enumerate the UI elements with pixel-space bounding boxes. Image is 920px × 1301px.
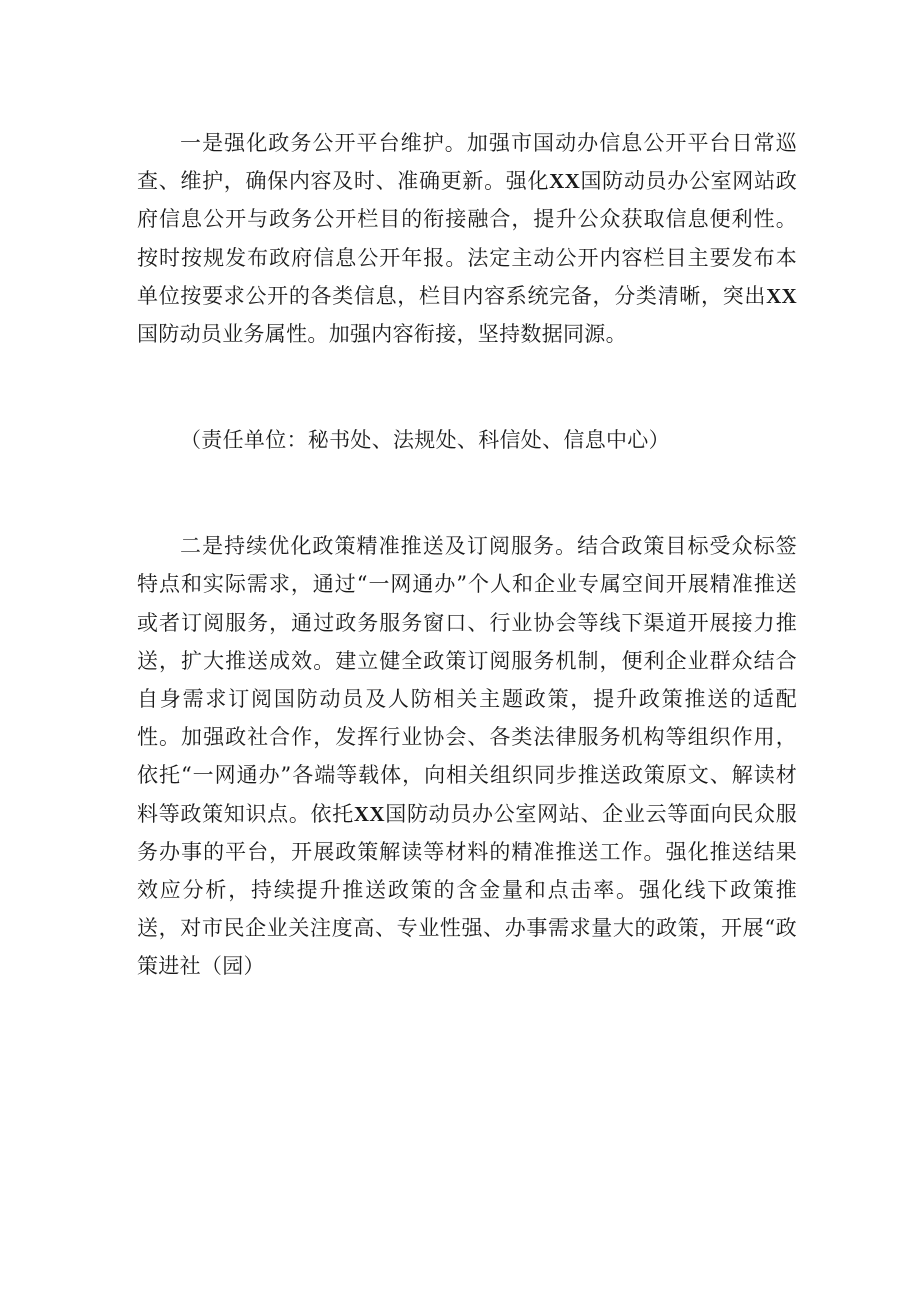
placeholder-bold-xx: XX (549, 169, 581, 194)
text-segment: 国防动员业务属性。加强内容衔接，坚持数据同源。 (137, 322, 627, 347)
placeholder-bold-xx: XX (766, 283, 797, 308)
text-segment: 国防动员办公室网站政府信息公开与政务公开栏目的衔接融合，提升公众获取信息便利性。按时按规发布政府信息公开年报。法定主动公开内容栏目主要发布本单位按要求公开的各类信息，栏目内容系统完备，分类清晰，突出 (137, 169, 797, 308)
responsibility-units: （责任单位：秘书处、法规处、科信处、信息中心） (180, 428, 670, 453)
placeholder-bold-xx: XX (353, 801, 385, 826)
paragraph-policy-push (137, 527, 797, 985)
text-segment: 一是强化政务公开平台维护。加强市国动办信息公开平台日常巡查、维护，确保内容及时、准确更新。强化 (137, 131, 797, 194)
text-segment: 国防动员办公室网站、企业云等面向民众服务办事的平台，开展政策解读等材料的精准推送工作。强化推送结果效应分析，持续提升推送政策的含金量和点击率。强化线下政策推送，对市民企业关注度高、专业性强、办事需求量大的政策，开展“政策进社（园） (137, 801, 797, 979)
text-segment: 二是持续优化政策精准推送及订阅服务。结合政策目标受众标签特点和实际需求，通过“一网通办”个人和企业专属空间开展精准推送或者订阅服务，通过政务服务窗口、行业协会等线下渠道开展接力推送，扩大推送成效。建立健全政策订阅服务机制，便利企业群众结合自身需求订阅国防动员及人防相关主题政策，提升政策推送的适配性。加强政社合作，发挥行业协会、各类法律服务机构等组织作用，依托“一网通办”各端等载体，向相关组织同步推送政策原文、解读材料等政策知识点。依托 (137, 534, 797, 826)
document-page (137, 124, 797, 986)
paragraph-platform-maintenance (137, 124, 797, 353)
